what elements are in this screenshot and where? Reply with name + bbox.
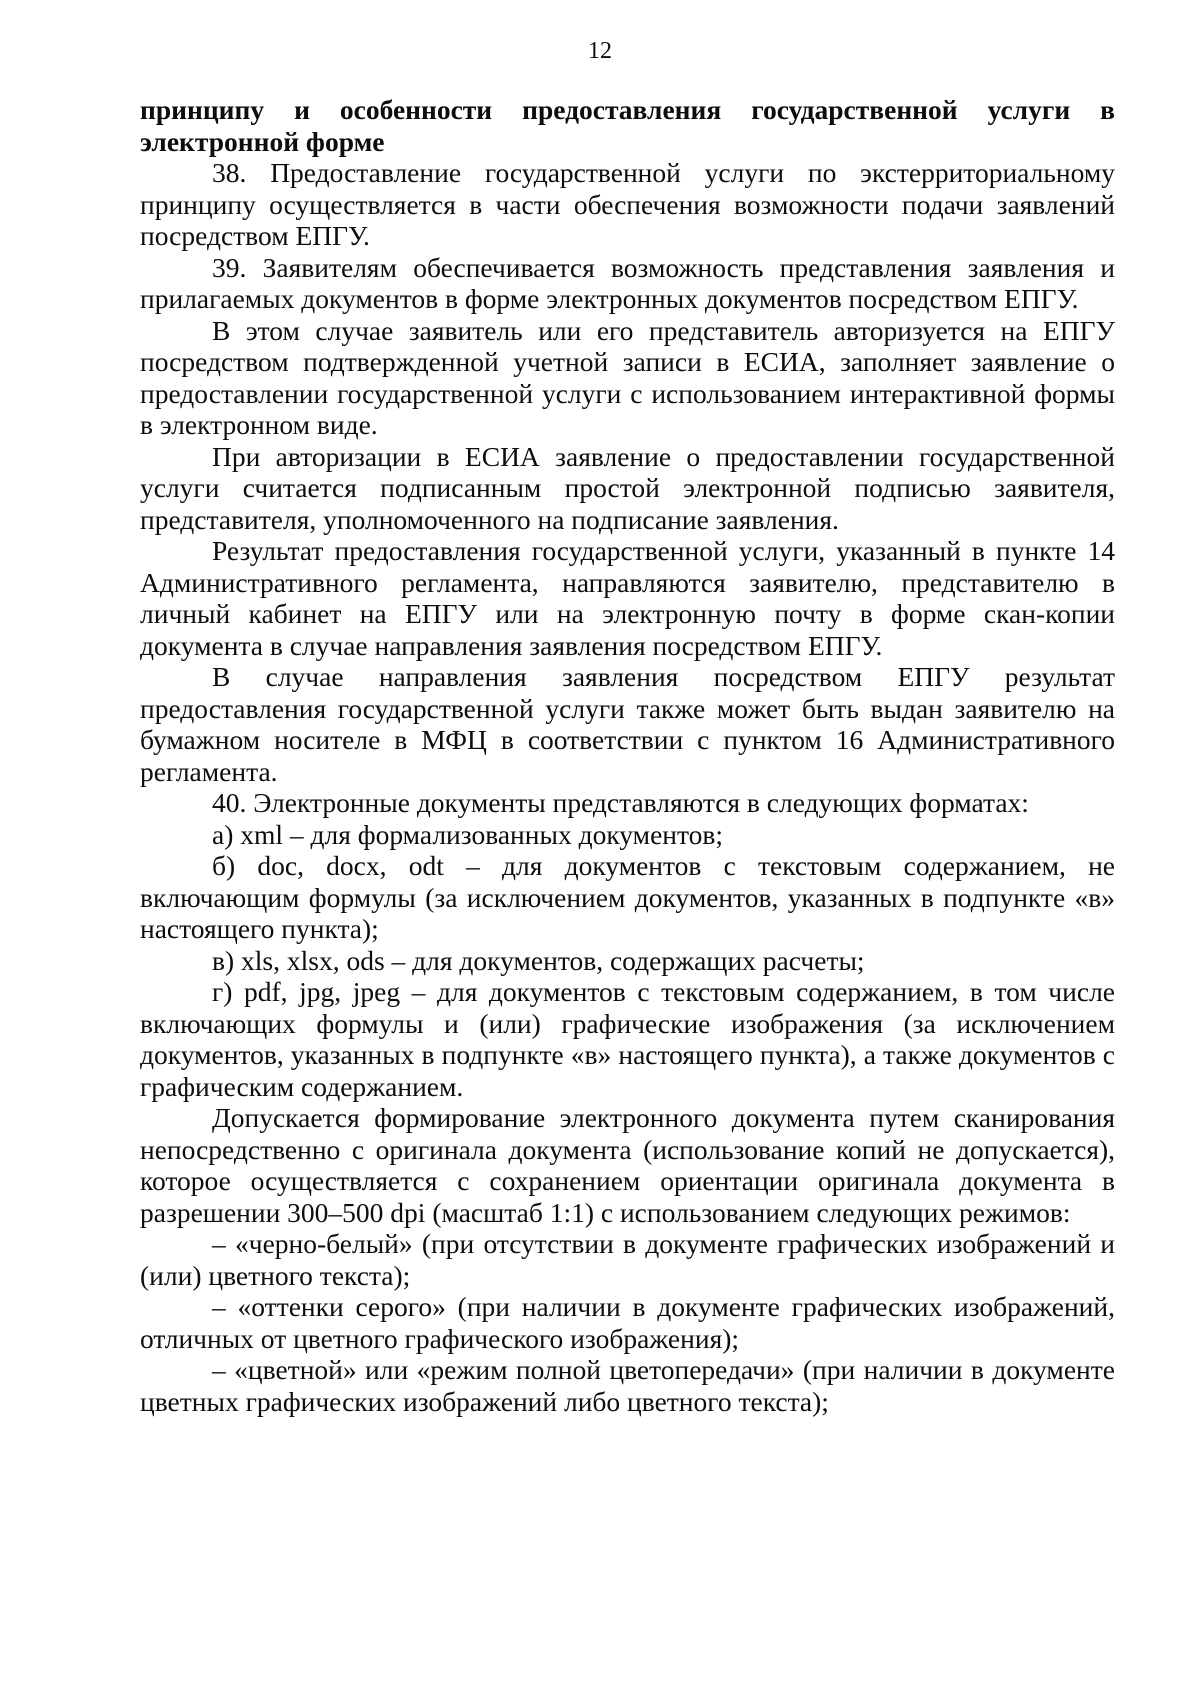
- scan-mode-black-white: – «черно-белый» (при отсутствии в документе графических изображений и (или) цветного текста);: [140, 1228, 1115, 1291]
- list-item-g: г) pdf, jpg, jpeg – для документов с текстовым содержанием, в том числе включающих формулы и (или) графические изображения (за исключением документов, указанных в подпункте «в» настоящего пункта), а также документов с графическим содержанием.: [140, 976, 1115, 1102]
- page-number: 12: [588, 38, 612, 64]
- list-item-a: а) xml – для формализованных документов;: [212, 818, 724, 850]
- paragraph-paper-result: В случае направления заявления посредством ЕПГУ результат предоставления государственной услуги также может быть выдан заявителю на бумажном носителе в МФЦ в соответствии с пунктом 16 Административного регламента.: [140, 661, 1115, 787]
- list-item-b: б) doc, docx, odt – для документов с текстовым содержанием, не включающим формулы (за исключением документов, указанных в подпункте «в» настоящего пункта);: [140, 850, 1115, 944]
- paragraph-40: 40. Электронные документы представляются в следующих форматах:: [212, 787, 1029, 818]
- scan-mode-grayscale: – «оттенки серого» (при наличии в документе графических изображений, отличных от цветного графического изображения);: [140, 1291, 1115, 1354]
- document-body: [140, 94, 1115, 1417]
- section-heading: принципу и особенности предоставления государственной услуги в электронной форме: [140, 94, 1115, 157]
- paragraph-esia-signature: При авторизации в ЕСИА заявление о предоставлении государственной услуги считается подписанным простой электронной подписью заявителя, представителя, уполномоченного на подписание заявления.: [140, 440, 1115, 535]
- scan-mode-color: – «цветной» или «режим полной цветопередачи» (при наличии в документе цветных графических изображений либо цветного текста);: [140, 1354, 1115, 1417]
- paragraph-scanning: Допускается формирование электронного документа путем сканирования непосредственно с оригинала документа (использование копий не допускается), которое осуществляется с сохранением ориентации оригинала документа в разрешении 300–500 dpi (масштаб 1:1) с использованием следующих режимов:: [140, 1102, 1115, 1228]
- list-item-v: в) xls, xlsx, ods – для документов, содержащих расчеты;: [212, 944, 865, 976]
- paragraph-authorization: В этом случае заявитель или его представитель авторизуется на ЕПГУ посредством подтвержденной учетной записи в ЕСИА, заполняет заявление о предоставлении государственной услуги с использованием интерактивной формы в электронном виде.: [140, 314, 1115, 440]
- paragraph-result-delivery: Результат предоставления государственной услуги, указанный в пункте 14 Административного регламента, направляются заявителю, представителю в личный кабинет на ЕПГУ или на электронную почту в форме скан-копии документа в случае направления заявления посредством ЕПГУ.: [140, 535, 1115, 661]
- paragraph-38: 38. Предоставление государственной услуги по экстерриториальному принципу осуществляется в части обеспечения возможности подачи заявлений посредством ЕПГУ.: [140, 157, 1115, 251]
- paragraph-39: 39. Заявителям обеспечивается возможность представления заявления и прилагаемых документов в форме электронных документов посредством ЕПГУ.: [140, 251, 1115, 314]
